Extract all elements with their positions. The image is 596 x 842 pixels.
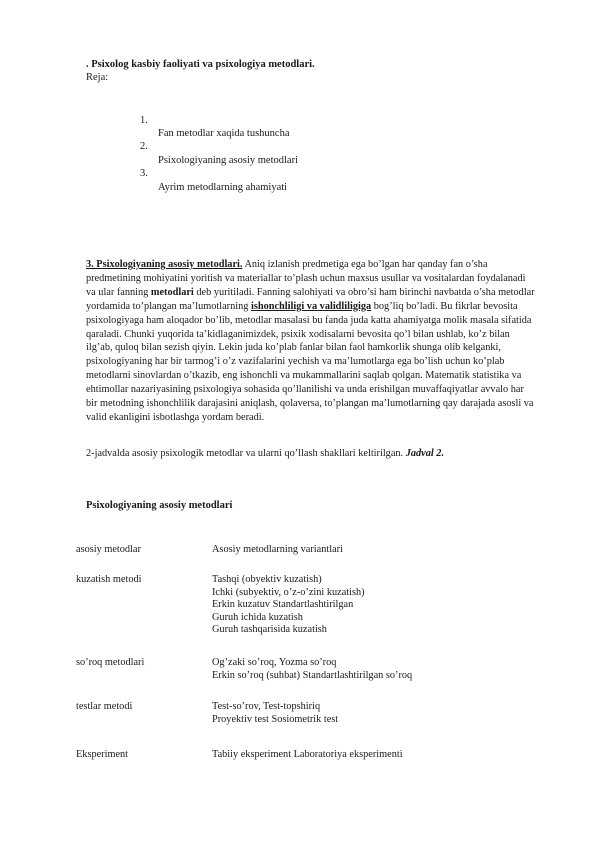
variants-cell (212, 749, 403, 762)
section-heading: 3. Psixologiyaning asosiy metodlari. (86, 259, 243, 270)
document-title: . Psixolog kasbiy faoliyati va psixologiya metodlari. (86, 59, 315, 70)
variant-line: Proyektiv test Sosiometrik test (212, 713, 339, 725)
plan-item: Ayrim metodlarning ahamiyati (158, 182, 288, 193)
variant-line: Og’zaki so’roq, Yozma so’roq (212, 657, 337, 668)
plan-number: 1. (140, 115, 148, 126)
method-cell: so’roq metodlari (76, 657, 145, 668)
paragraph-text: bog’liq bo’ladi. Bu fikrlar bevosita psixologiyaga ham aloqador bo’lib, metodlar masalasi bu fanda juda katta ahamiyatga molik masala sifatida qaraladi. Chunki yuqorida ta’kidlaganimizdek, psixik xodisalarni bevosita qo’l bilan ushlab, ko’z bilan ilg’ab, quloq bilan sezish qiyin. Lekin juda ko’plab fanlar bilan faol hamkorlik shunga olib kelganki, psixologiyaning har bir tarmog’i o’z vazifalarini yechish va ma’lumotlarga ega bo’lish uchun ko’plab metodlarni sinovlardan o’tkazib, eng ishonchli va mukammallarini saqlab qolgan. Matematik statistika va ehtimollar nazariyasining psixologiya sohasida qo’llanilishi va unda erishilgan muvaffaqiyatlar avvalo har bir metodning ishonchlilik darajasini aniqlash, qolaversa, to’plangan ma’lumotlarning qay darajada asosli va valid ekanligini isbotlashga yordam beradi. (86, 300, 534, 423)
variants-cell (212, 657, 412, 682)
variant-line: Erkin kuzatuv Standartlashtirilgan (212, 599, 354, 611)
underlined-term: ishonchliligi va validliligiga (251, 300, 372, 312)
table-intro-text: 2-jadvalda asosiy psixologik metodlar va ularni qo’llash shakllari keltirilgan. (86, 448, 406, 459)
variant-line: Test-so’rov, Test-topshiriq (212, 701, 321, 712)
variant-line: Guruh tashqarisida kuzatish (212, 624, 327, 636)
section-paragraph (86, 258, 536, 425)
method-cell: Eksperiment (76, 749, 129, 760)
variant-line: Tashqi (obyektiv kuzatish) (212, 574, 322, 585)
plan-item: Psixologiyaning asosiy metodlari (158, 155, 298, 166)
header-method: asosiy metodlar (76, 544, 141, 555)
paragraph-text: deb yuritiladi. Fanning salohiyati va obro’si ham birinchi navbatda o’sha metodlar yordamida to’plangan ma’lumotlarning (86, 286, 535, 312)
variants-cell (212, 701, 338, 726)
plan-item: Fan metodlar xaqida tushuncha (158, 128, 290, 139)
variant-line: Erkin so’roq (suhbat) Standartlashtirilgan so’roq (212, 669, 413, 681)
header-variants: Asosiy metodlarning variantlari (212, 544, 343, 555)
method-cell: testlar metodi (76, 701, 133, 712)
variant-line: Ichki (subyektiv, o’z-o’zini kuzatish) (212, 586, 365, 598)
table-reference: Jadval 2. (405, 448, 445, 459)
method-cell: kuzatish metodi (76, 574, 142, 585)
table-intro (86, 448, 444, 459)
plan-label: Reja: (86, 72, 109, 83)
paragraph-text: Aniq izlanish predmetiga ega bo’lgan har qanday fan o’sha predmetining mohiyatini yoritish va materiallar to’plash uchun maxsus usullar va vositalardan foydalanadi va ular fanning (86, 259, 526, 298)
variant-line: Tabiiy eksperiment Laboratoriya eksperimenti (212, 749, 403, 760)
plan-number: 3. (140, 168, 148, 179)
table-title: Psixologiyaning asosiy metodlari (86, 500, 233, 511)
variants-cell (212, 574, 365, 637)
plan-number: 2. (140, 141, 148, 152)
bold-term: metodlari (150, 286, 194, 298)
variant-line: Guruh ichida kuzatish (212, 611, 303, 623)
